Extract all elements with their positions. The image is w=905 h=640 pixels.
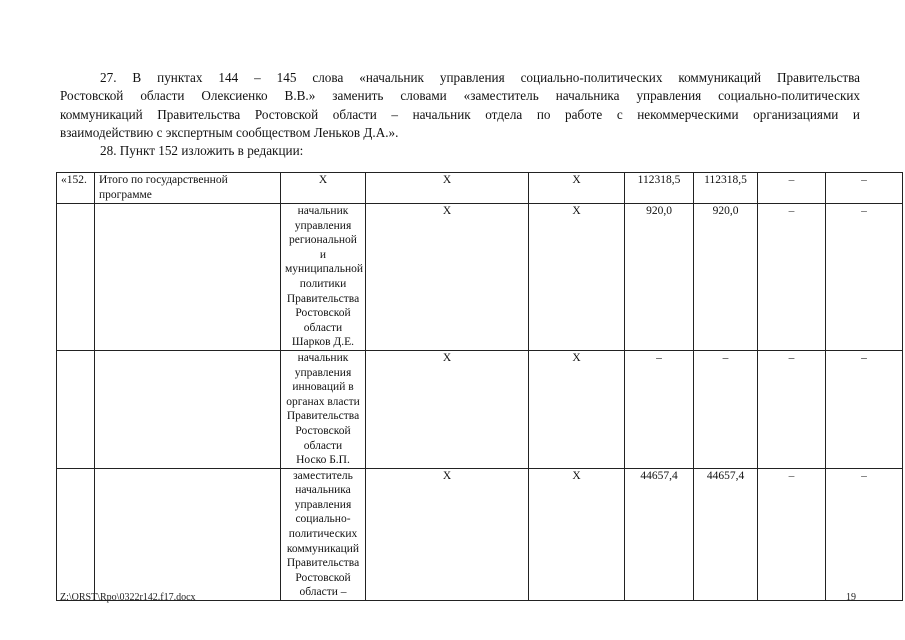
table-row (57, 173, 903, 204)
executor-line: Ростовской (295, 424, 351, 437)
value-cell: – (758, 204, 826, 351)
executor-line: органах власти (286, 395, 360, 408)
value-cell: 44657,4 (694, 468, 758, 600)
executor-cell (281, 204, 366, 351)
value-cell: – (826, 173, 903, 204)
executor-line: инноваций в (292, 381, 354, 394)
value-cell: – (758, 468, 826, 600)
row-name-cell (95, 173, 281, 204)
value-cell: 112318,5 (625, 173, 694, 204)
value-cell: Х (366, 173, 529, 204)
row-name-cell (95, 468, 281, 600)
executor-line: Шарков Д.Е. (291, 336, 355, 349)
executor-line: управления (294, 366, 352, 379)
paragraph-27-line: Ростовской области Олексиенко В.В.» заменить словами «заместитель начальника управления социально-политических (60, 88, 860, 104)
executor-line: политических (288, 528, 358, 541)
executor-line: области – (299, 586, 347, 599)
row-number-cell: «152. (57, 173, 95, 204)
value-cell: – (758, 173, 826, 204)
executor-line: управления (294, 498, 352, 511)
executor-line: Правительства (286, 292, 360, 305)
executor-line: Правительства (286, 410, 360, 423)
value-cell: Х (529, 204, 625, 351)
budget-table (56, 172, 903, 601)
paragraph-27-line: взаимодействию с экспертным сообществом Леньков Д.А.». (60, 125, 399, 141)
executor-cell (281, 173, 366, 204)
executor-line: управления (294, 219, 352, 232)
executor-line: Х (318, 174, 328, 186)
executor-line: заместитель (293, 469, 353, 482)
executor-line: Носко Б.П. (296, 454, 350, 467)
table-row (57, 204, 903, 351)
value-cell: 920,0 (694, 204, 758, 351)
value-cell: Х (366, 468, 529, 600)
executor-line: коммуникаций (286, 542, 360, 555)
row-number-cell (57, 468, 95, 600)
row-number-cell (57, 204, 95, 351)
executor-cell (281, 468, 366, 600)
paragraph-28 (60, 142, 860, 160)
value-cell: – (694, 350, 758, 468)
value-cell: – (826, 204, 903, 351)
value-cell: – (826, 468, 903, 600)
paragraph-27 (60, 69, 860, 143)
value-cell: Х (366, 204, 529, 351)
executor-line: Ростовской (295, 307, 351, 320)
executor-line: Правительства (286, 557, 360, 570)
value-cell: – (826, 350, 903, 468)
value-cell: Х (366, 350, 529, 468)
executor-line: политики (299, 277, 347, 290)
row-number-cell (57, 350, 95, 468)
value-cell: Х (529, 468, 625, 600)
executor-line: Ростовской (295, 571, 351, 584)
paragraph-28-text: 28. Пункт 152 изложить в редакции: (100, 143, 304, 158)
row-name-line: программе (99, 188, 152, 201)
table-row (57, 468, 903, 600)
executor-line: области (303, 439, 343, 452)
footer-file-path: Z:\ORST\Rpo\0322r142.f17.docx (60, 592, 196, 603)
row-name-cell (95, 350, 281, 468)
executor-line: начальник (297, 205, 349, 217)
value-cell: 920,0 (625, 204, 694, 351)
value-cell: Х (529, 350, 625, 468)
table-row (57, 350, 903, 468)
row-name-line: Итого по государственной (99, 174, 228, 186)
executor-cell (281, 350, 366, 468)
executor-line: муниципальной (285, 263, 364, 276)
executor-line: области (303, 321, 343, 334)
value-cell: Х (529, 173, 625, 204)
footer-page-number: 19 (846, 592, 856, 603)
paragraph-27-line: 27. В пунктах 144 – 145 слова «начальник управления социально-политических коммуникаций Правительства (100, 70, 860, 85)
executor-line: социально- (295, 513, 351, 526)
paragraph-27-line: коммуникаций Правительства Ростовской области – начальник отдела по работе с некоммерческими организациями и (60, 106, 860, 122)
value-cell: 112318,5 (694, 173, 758, 204)
value-cell: – (758, 350, 826, 468)
row-name-cell (95, 204, 281, 351)
executor-line: начальника (295, 484, 351, 497)
executor-line: начальник (297, 351, 349, 364)
executor-line: региональной и (289, 234, 357, 261)
value-cell: 44657,4 (625, 468, 694, 600)
budget-table-body (57, 173, 903, 601)
value-cell: – (625, 350, 694, 468)
